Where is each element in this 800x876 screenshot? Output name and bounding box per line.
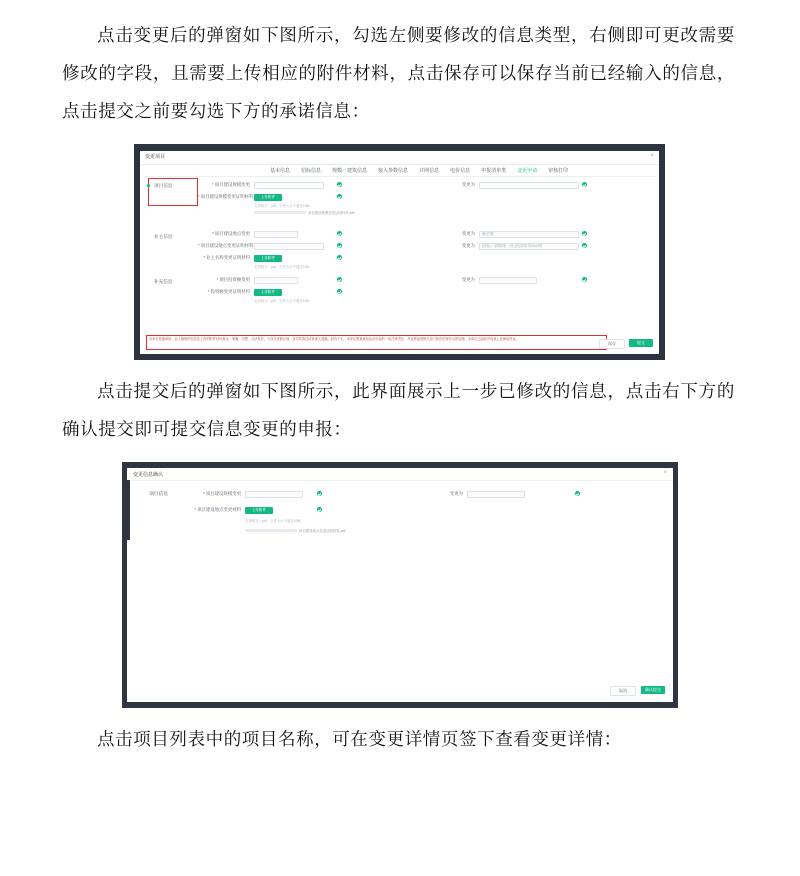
- cancel-button[interactable]: 取消: [610, 686, 636, 696]
- status-check-icon: [337, 277, 342, 282]
- field-label: *项目投资额变更: [216, 277, 250, 282]
- field-label: 变更为: [461, 277, 475, 282]
- figure2-window-title: 变更信息确认: [133, 472, 164, 478]
- field-value-change-to: [467, 491, 525, 498]
- field-label: 变更为: [449, 491, 463, 496]
- field-row-project-scale: [189, 490, 303, 498]
- group-item-project-info[interactable]: [146, 182, 172, 189]
- close-icon[interactable]: ×: [650, 153, 654, 159]
- figure2-screenshot: [127, 468, 673, 702]
- required-mark: *: [216, 277, 219, 282]
- status-check-icon: [337, 243, 342, 248]
- status-check-icon: [317, 491, 322, 496]
- uploaded-file-1[interactable]: [254, 210, 354, 215]
- field-label: *投资额变更证明材料: [207, 289, 250, 294]
- group-label: 补充信息: [154, 279, 173, 284]
- field-label: *项目建设地点变更证明材料: [198, 243, 254, 248]
- file-placeholder-bar: [254, 211, 306, 214]
- field-label: *项目建设地点变更材料: [194, 507, 241, 512]
- upload-button-location-proof[interactable]: 上传附件: [245, 507, 273, 514]
- file-placeholder-bar: [245, 529, 297, 532]
- confirm-submit-button[interactable]: 确认提交: [641, 686, 665, 694]
- status-check-icon: [575, 491, 580, 496]
- field-row-location-proof: [189, 506, 273, 514]
- group-item-extra-info[interactable]: [146, 278, 172, 285]
- figure2-field-area: [189, 482, 665, 678]
- status-check-icon: [337, 182, 342, 187]
- figure1-titlebar: [140, 151, 659, 165]
- group-label: 项目信息: [149, 492, 169, 497]
- tab-bidding-info[interactable]: 招标信息: [301, 168, 322, 174]
- figure1-window-title: 变更项目: [145, 154, 166, 160]
- status-check-icon: [337, 255, 342, 260]
- field-label: *项目建设规模变更: [212, 182, 250, 187]
- required-mark: *: [198, 194, 200, 199]
- promise-text: 本单位郑重承诺：以上填报的信息及上传的附件材料真实、准确、完整、合法有效，不存在虚假记载、误导性陈述或者重大遗漏。如有不实，本单位愿意承担由此引起的一切法律责任，并自愿接受相关部门依法依规作出的处理。本单位已阅知并同意上述承诺内容。: [149, 337, 519, 341]
- figure-confirm-dialog: [122, 462, 678, 708]
- group-label: 项目信息: [154, 183, 173, 188]
- field-row-owner-change: [198, 230, 298, 238]
- file-name: 项目建设规模变更证明材料.pdf: [308, 211, 355, 215]
- tab-audit-print[interactable]: 审核打印: [548, 168, 569, 174]
- file-name: 项目建设地点变更证明材料.pdf: [299, 529, 346, 533]
- field-label: 变更为: [461, 231, 475, 236]
- paragraph-2: 点击提交后的弹窗如下图所示，此界面展示上一步已修改的信息，点击右下方的确认提交即可提交信息变更的申报：: [62, 381, 735, 439]
- field-input-change-to-4[interactable]: [479, 277, 537, 284]
- tab-scale-building-info[interactable]: 规模／建筑信息: [332, 168, 368, 174]
- tab-change-application[interactable]: 变更申请: [517, 168, 538, 174]
- upload-hint: 支持格式：pdf，文件大小不超过10M: [245, 519, 301, 523]
- field-input-change-to-3[interactable]: 国家／省级统一社会信用代码证明: [479, 243, 579, 250]
- tab-access-params-info[interactable]: 接入参数信息: [378, 168, 409, 174]
- field-row-investment-change: [198, 276, 298, 284]
- field-input-change-to-2[interactable]: 新名称: [479, 231, 579, 238]
- field-row-investment-proof: [198, 288, 282, 296]
- required-mark: *: [194, 507, 197, 512]
- upload-hint-1: 支持格式：pdf，文件大小不超过10M: [254, 204, 310, 208]
- field-row-scale-proof: [198, 193, 282, 201]
- figure1-action-bar: [599, 339, 653, 349]
- upload-hint-3: 支持格式：pdf，文件大小不超过10M: [254, 299, 310, 303]
- group-item-owner-info[interactable]: [146, 233, 172, 240]
- status-check-icon: [582, 243, 587, 248]
- figure1-screenshot: [140, 151, 659, 354]
- paragraph-3: 点击项目列表中的项目名称，可在变更详情页签下查看变更详情：: [97, 729, 622, 749]
- status-check-icon: [582, 231, 587, 236]
- field-label: *项目建设规模变更: [203, 491, 241, 496]
- uploaded-file[interactable]: [245, 528, 345, 533]
- figure1-body: [140, 178, 659, 332]
- field-row-change-to-4: [423, 276, 537, 284]
- figure1-tab-bar[interactable]: [270, 167, 568, 174]
- field-label: *项目建设地点变更: [212, 231, 250, 236]
- upload-hint-2: 支持格式：pdf，文件大小不超过10M: [254, 265, 310, 269]
- upload-button-scale-proof[interactable]: 上传附件: [254, 194, 282, 201]
- field-label: 变更为: [461, 243, 475, 248]
- group-label: 业主信息: [154, 234, 173, 239]
- group-item-project-info: [149, 490, 168, 497]
- required-mark: *: [203, 491, 205, 496]
- tab-divider: [144, 176, 655, 177]
- field-row-change-to-3: [423, 242, 579, 250]
- status-check-icon: [337, 194, 342, 199]
- promise-statement-box[interactable]: [146, 335, 607, 350]
- field-value-project-scale: [245, 491, 303, 498]
- field-input-project-scale[interactable]: [254, 182, 324, 189]
- paragraph-1: 点击变更后的弹窗如下图所示，勾选左侧要修改的信息类型，右侧即可更改需要修改的字段，且需要上传相应的附件材料，点击保存可以保存当前已经输入的信息，点击提交之前要勾选下方的承诺信息：: [62, 25, 735, 121]
- field-input-owner-credit[interactable]: [254, 243, 324, 250]
- status-check-icon: [582, 182, 587, 187]
- field-input-owner-change[interactable]: [254, 231, 298, 238]
- submit-button[interactable]: 提交: [629, 339, 653, 347]
- field-row-change-to-1: [423, 181, 579, 189]
- required-mark: *: [207, 289, 210, 294]
- field-label: *项目建设规模变更证明材料: [198, 194, 254, 199]
- figure2-titlebar: [127, 468, 673, 481]
- field-label: *业主名称变更证明材料: [203, 255, 250, 260]
- status-check-icon: [337, 289, 342, 294]
- required-mark: *: [203, 255, 206, 260]
- figure-change-dialog: [134, 144, 665, 360]
- field-input-change-to-1[interactable]: [479, 182, 579, 189]
- status-check-icon: [337, 231, 342, 236]
- selected-dot-icon: [147, 184, 150, 187]
- tab-grid-connection-info[interactable]: 并网信息: [419, 168, 440, 174]
- tab-basic-info[interactable]: 基本信息: [270, 168, 291, 174]
- required-mark: *: [198, 243, 200, 248]
- tab-declaration-list[interactable]: 申报清单类: [481, 168, 507, 174]
- figure1-field-area: [198, 178, 653, 332]
- close-icon[interactable]: ×: [663, 470, 667, 476]
- status-check-icon: [582, 277, 587, 282]
- field-label: 变更为: [461, 182, 475, 187]
- field-row-project-scale: [198, 181, 324, 189]
- upload-button-investment-proof[interactable]: 上传附件: [254, 289, 282, 296]
- figure2-body: [127, 482, 673, 678]
- field-row-change-to: [411, 490, 525, 498]
- status-check-icon: [317, 507, 322, 512]
- field-row-change-to-2: [423, 230, 579, 238]
- field-row-owner-proof: [198, 254, 282, 262]
- figure2-action-bar: [610, 686, 665, 696]
- tab-price-info[interactable]: 电价信息: [450, 168, 471, 174]
- required-mark: *: [212, 182, 214, 187]
- field-input-investment[interactable]: [254, 277, 298, 284]
- save-button[interactable]: 保存: [599, 339, 625, 349]
- required-mark: *: [212, 231, 214, 236]
- field-row-owner-credit-change: [198, 242, 324, 250]
- upload-button-owner-proof[interactable]: 上传附件: [254, 255, 282, 262]
